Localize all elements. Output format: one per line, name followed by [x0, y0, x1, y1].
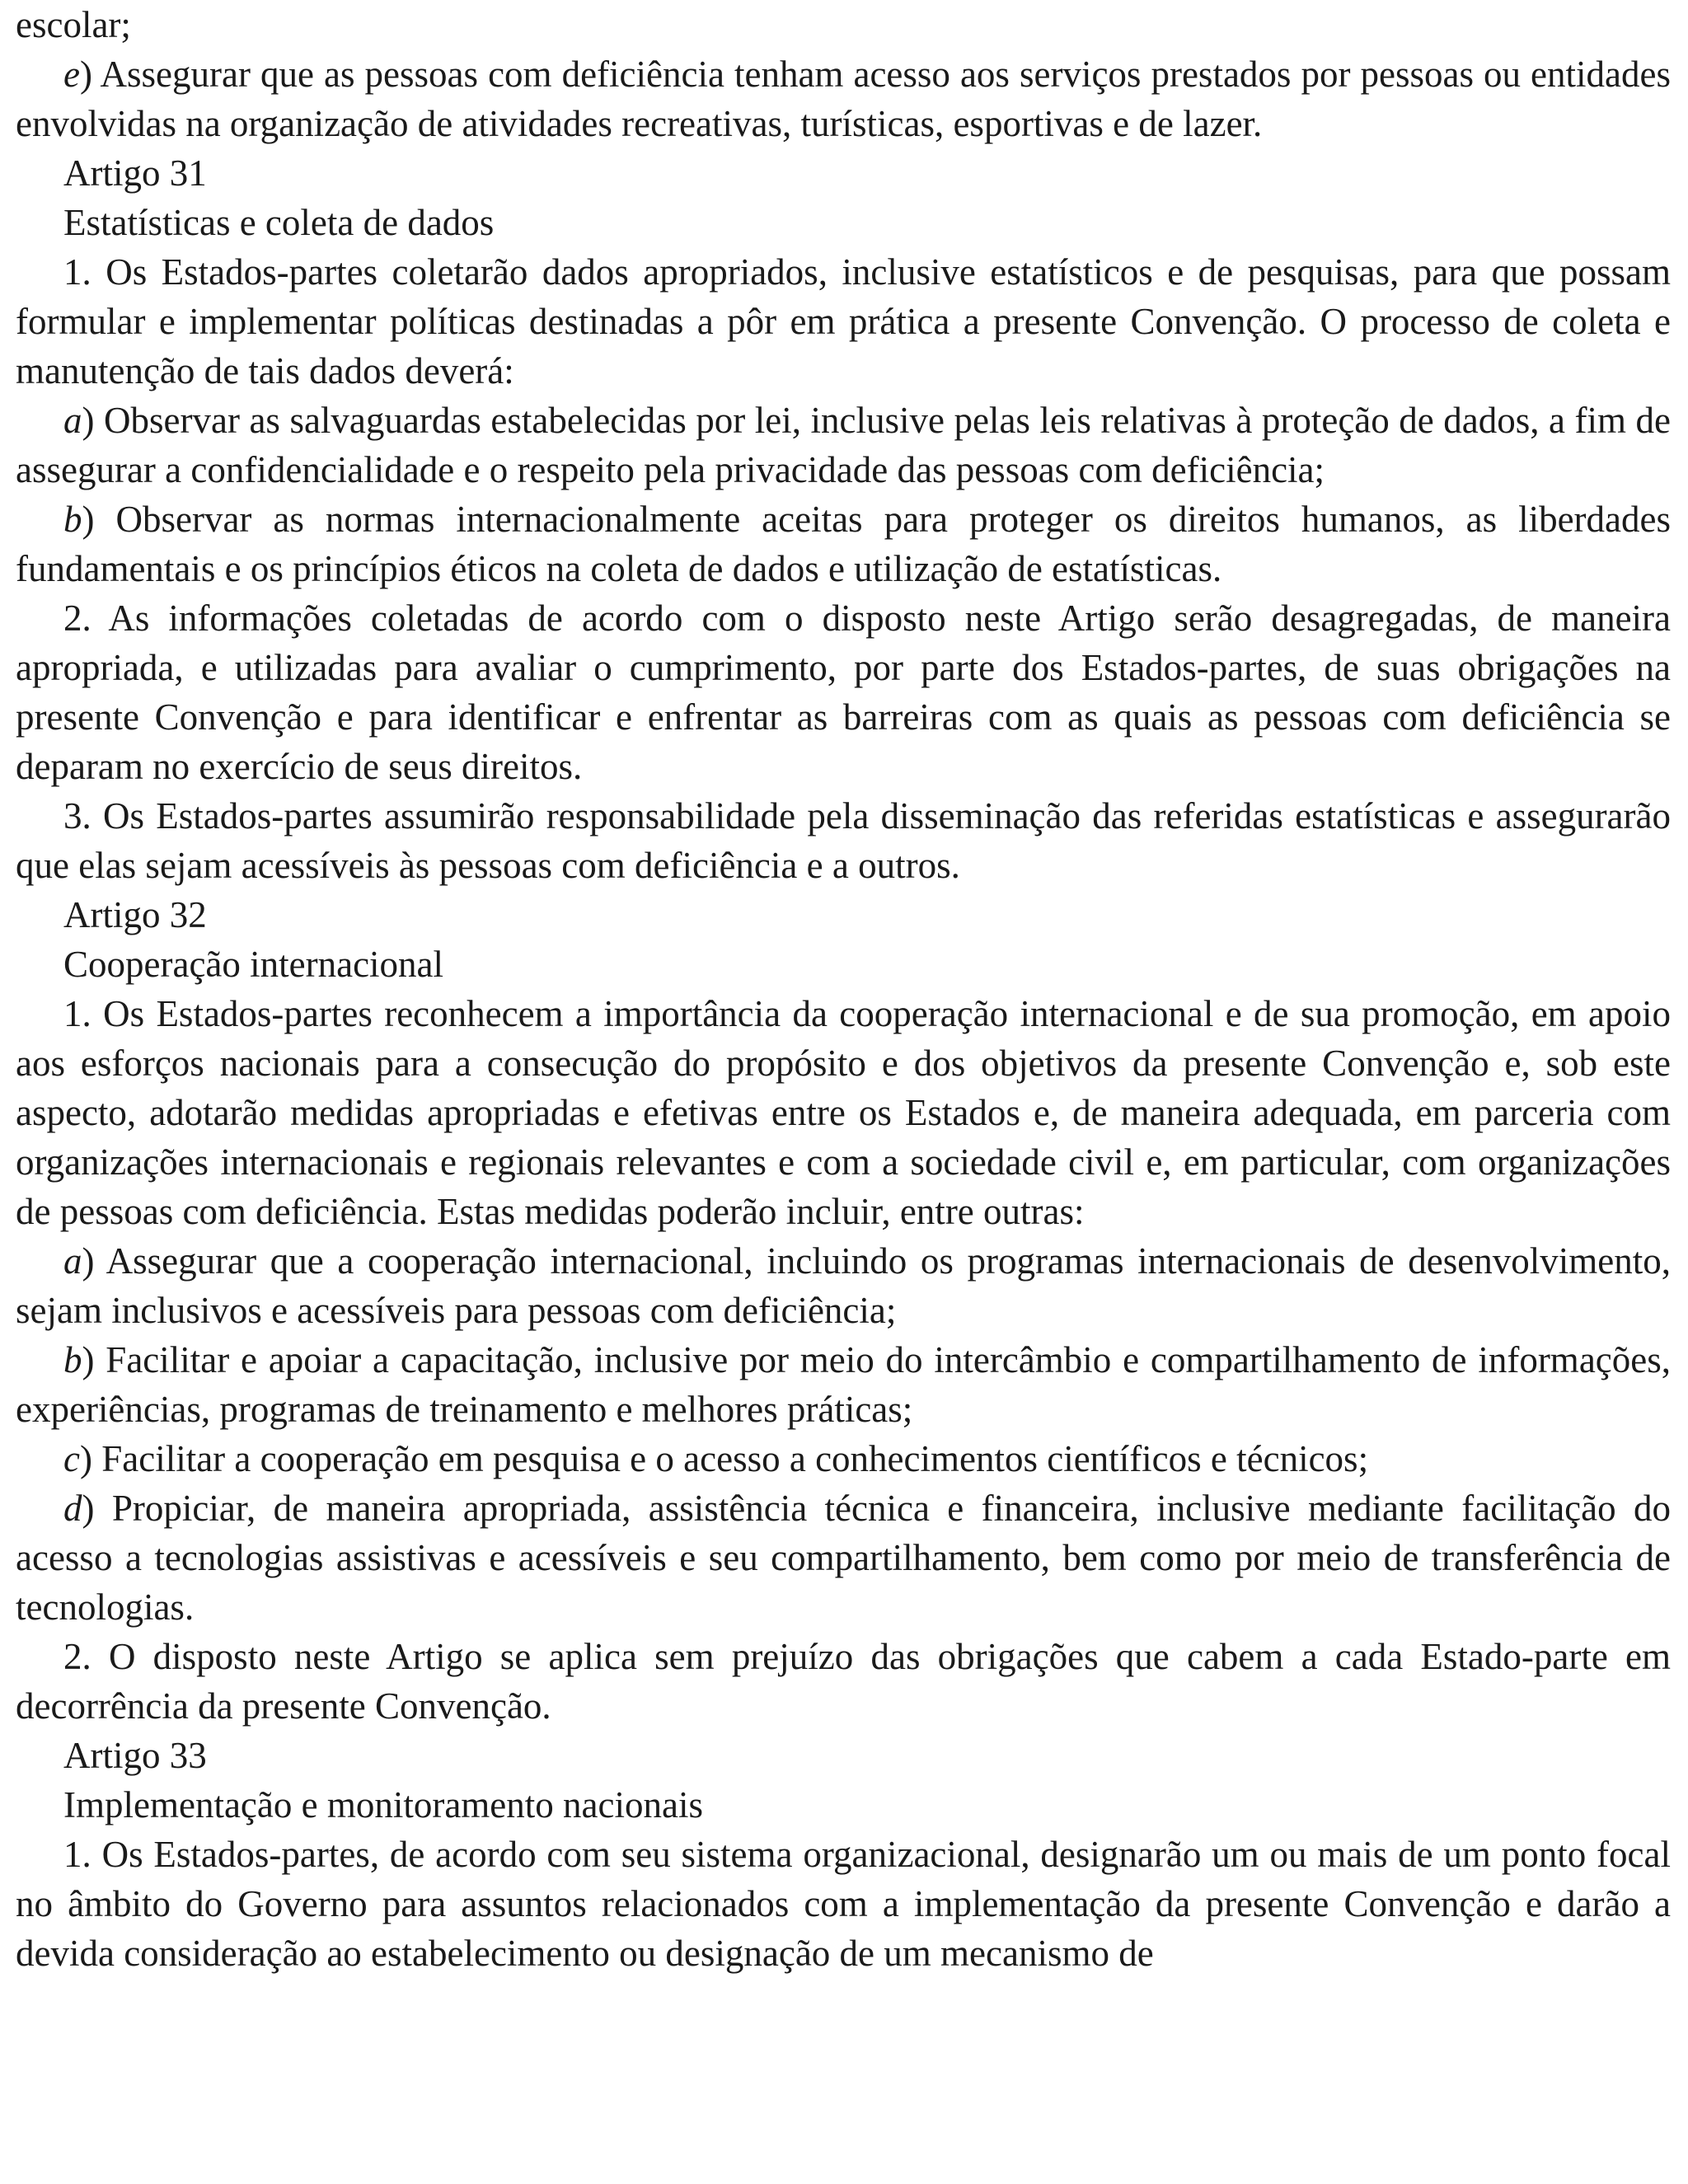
paragraph-text: Artigo 31	[63, 152, 207, 194]
paragraph-text: 2. O disposto neste Artigo se aplica sem prejuízo das obrigações que cabem a cada Estado-parte em decorrência da presente Convenção.	[16, 1636, 1671, 1727]
paragraph-text: 3. Os Estados-partes assumirão responsabilidade pela disseminação das referidas estatísticas e assegurarão que elas sejam acessíveis às pessoas com deficiência e a outros.	[16, 795, 1671, 886]
paragraph-text: ) Facilitar a cooperação em pesquisa e o acesso a conhecimentos científicos e técnicos;	[79, 1438, 1369, 1479]
list-marker: a	[63, 400, 82, 441]
paragraph-text: Estatísticas e coleta de dados	[63, 202, 495, 243]
paragraph-text: escolar;	[16, 4, 131, 45]
paragraph	[16, 1434, 1671, 1483]
paragraph	[16, 49, 1671, 148]
list-marker: a	[63, 1240, 82, 1282]
paragraph	[16, 989, 1671, 1236]
paragraph-text: 1. Os Estados-partes, de acordo com seu sistema organizacional, designarão um ou mais de um ponto focal no âmbito do Governo para assuntos relacionados com a implementação da presente Convenção e darão a devida consideração ao estabelecimento ou designação de um mecanismo de	[16, 1834, 1671, 1974]
paragraph	[16, 198, 1671, 247]
paragraph-text: Implementação e monitoramento nacionais	[63, 1784, 703, 1825]
paragraph	[16, 1830, 1671, 1978]
list-marker: e	[63, 54, 80, 95]
paragraph	[16, 791, 1671, 890]
paragraph	[16, 940, 1671, 989]
paragraph	[16, 593, 1671, 791]
list-marker: b	[63, 499, 82, 540]
paragraph-text: 2. As informações coletadas de acordo com o disposto neste Artigo serão desagregadas, de maneira apropriada, e utilizadas para avaliar o cumprimento, por parte dos Estados-partes, de suas obrigações na presente Convenção e para identificar e enfrentar as barreiras com as quais as pessoas com deficiência se deparam no exercício de seus direitos.	[16, 598, 1671, 787]
paragraph	[16, 1335, 1671, 1434]
document-page	[16, 0, 1671, 2184]
paragraph-text: 1. Os Estados-partes reconhecem a importância da cooperação internacional e de sua promoção, em apoio aos esforços nacionais para a consecução do propósito e dos objetivos da presente Convenção e, sob este aspecto, adotarão medidas apropriadas e efetivas entre os Estados e, de maneira adequada, em parceria com organizações internacionais e regionais relevantes e com a sociedade civil e, em particular, com organizações de pessoas com deficiência. Estas medidas poderão incluir, entre outras:	[16, 993, 1671, 1232]
paragraph-text: ) Propiciar, de maneira apropriada, assistência técnica e financeira, inclusive mediante facilitação do acesso a tecnologias assistivas e acessíveis e seu compartilhamento, bem como por meio de transferência de tecnologias.	[16, 1488, 1671, 1628]
paragraph-text: ) Assegurar que a cooperação internacional, incluindo os programas internacionais de desenvolvimento, sejam inclusivos e acessíveis para pessoas com deficiência;	[16, 1240, 1671, 1331]
list-marker: c	[63, 1438, 80, 1479]
paragraph	[16, 1731, 1671, 1780]
paragraph	[16, 0, 1671, 49]
paragraph	[16, 148, 1671, 198]
paragraph	[16, 396, 1671, 494]
paragraph	[16, 890, 1671, 940]
paragraph	[16, 1780, 1671, 1830]
paragraph-text: 1. Os Estados-partes coletarão dados apropriados, inclusive estatísticos e de pesquisas, para que possam formular e implementar políticas destinadas a pôr em prática a presente Convenção. O processo de coleta e manutenção de tais dados deverá:	[16, 251, 1671, 391]
paragraph	[16, 1483, 1671, 1632]
paragraph-text: Cooperação internacional	[63, 944, 444, 985]
paragraph-text: ) Facilitar e apoiar a capacitação, inclusive por meio do intercâmbio e compartilhamento de informações, experiências, programas de treinamento e melhores práticas;	[16, 1339, 1671, 1430]
paragraph	[16, 247, 1671, 396]
paragraph-text: ) Observar as normas internacionalmente aceitas para proteger os direitos humanos, as liberdades fundamentais e os princípios éticos na coleta de dados e utilização de estatísticas.	[16, 499, 1671, 589]
paragraph	[16, 1236, 1671, 1335]
paragraph-text: Artigo 33	[63, 1735, 207, 1776]
list-marker: d	[63, 1488, 82, 1529]
paragraph	[16, 1632, 1671, 1731]
paragraph-text: Artigo 32	[63, 894, 207, 935]
list-marker: b	[63, 1339, 82, 1380]
paragraph	[16, 494, 1671, 593]
paragraph-text: ) Observar as salvaguardas estabelecidas por lei, inclusive pelas leis relativas à proteção de dados, a fim de assegurar a confidencialidade e o respeito pela privacidade das pessoas com deficiência;	[16, 400, 1671, 490]
paragraph-text: ) Assegurar que as pessoas com deficiência tenham acesso aos serviços prestados por pessoas ou entidades envolvidas na organização de atividades recreativas, turísticas, esportivas e de lazer.	[16, 54, 1671, 144]
